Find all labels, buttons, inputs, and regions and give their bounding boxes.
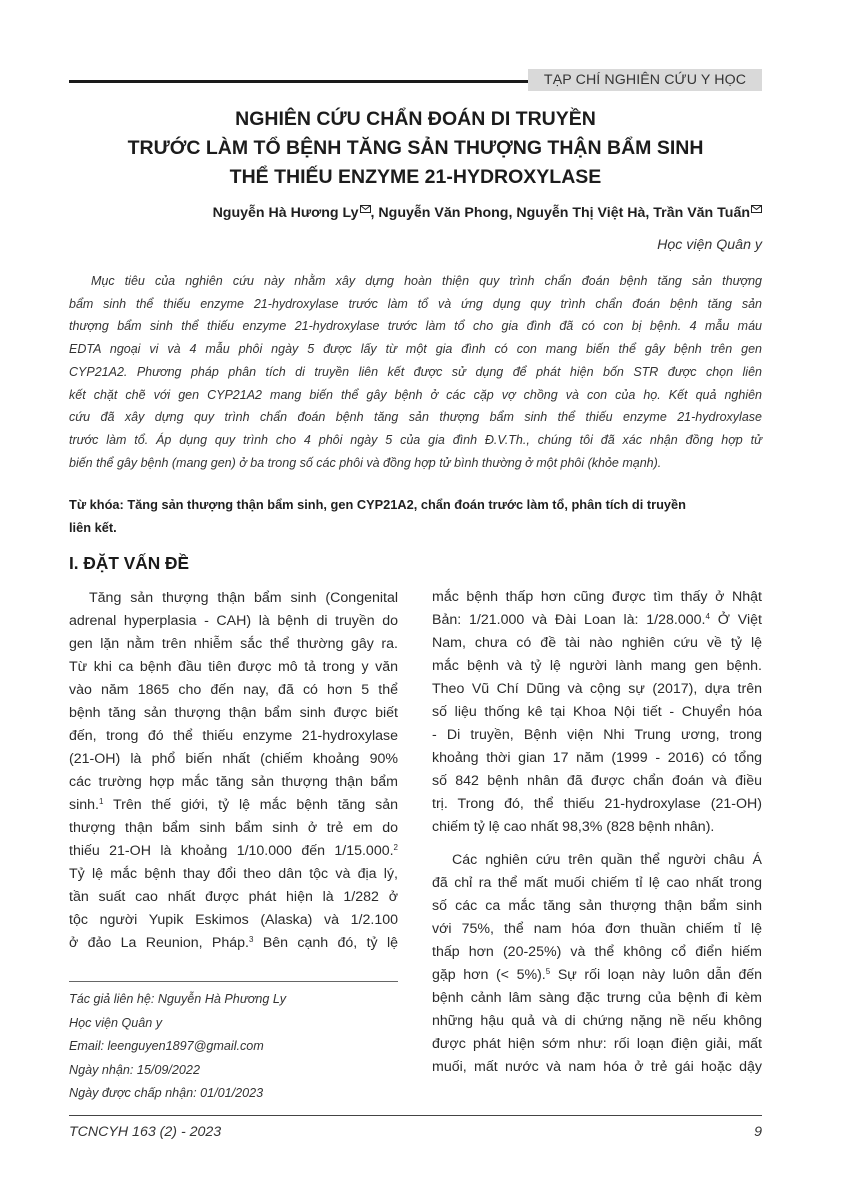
text-line: muối, mất nước và nam hóa ở trẻ gái hoặc dậy bbox=[432, 1059, 762, 1075]
author-separator: , bbox=[370, 205, 379, 221]
text-fragment: Trên thế giới, tỷ lệ mắc bệnh tăng sản bbox=[112, 797, 398, 813]
abstract-line: cứu đã xây dựng quy trình chẩn đoán bệnh tăng sản thượng bẩm sinh thể thiếu enzyme 21-hydroxylase bbox=[69, 410, 762, 425]
keywords-line: Từ khóa: Tăng sản thượng thận bẩm sinh, gen CYP21A2, chẩn đoán trước làm tổ, phân tích di truyền bbox=[69, 497, 686, 512]
text-line: thượng thận bẩm sinh bẩm sinh ở trẻ em do bbox=[69, 820, 398, 836]
text-line: bệnh tăng sản thượng thận bẩm sinh được biết bbox=[69, 705, 398, 721]
text-line: được phát hiện sớm như: rối loạn điện giải, mất bbox=[432, 1036, 762, 1052]
text-line: khoảng thời gian 17 năm (1999 - 2016) có tổng bbox=[432, 750, 762, 766]
abstract-line: thượng bẩm sinh thể thiếu enzyme 21-hydroxylase trước làm tổ cho gia đình đã có con bị bệnh. 4 mẫu máu bbox=[69, 319, 762, 334]
abstract-line: bẩm sinh thể thiếu enzyme 21-hydroxylase trước làm tổ và ứng dụng quy trình chẩn đoán bệnh tăng sản bbox=[69, 296, 762, 311]
header-rule bbox=[69, 80, 528, 83]
envelope-icon bbox=[360, 205, 371, 213]
text-line: bệnh cảnh lâm sàng đặc trưng của bệnh đi kèm bbox=[432, 990, 762, 1006]
right-column bbox=[432, 586, 762, 1079]
text-line: Các nghiên cứu trên quần thể người châu Á bbox=[452, 852, 762, 868]
keywords-line: liên kết. bbox=[69, 519, 117, 535]
text-line: Nam, chưa có đề tài nào nghiên cứu về tỷ lệ bbox=[432, 635, 762, 651]
text-line: vào năm 1865 cho đến nay, đã có hơn 5 thể bbox=[69, 682, 398, 698]
citation: 1 bbox=[98, 797, 104, 806]
text-line bbox=[69, 932, 398, 955]
title-line: THỂ THIẾU ENZYME 21-HYDROXYLASE bbox=[229, 166, 602, 188]
text-line: số 842 bệnh nhân đã được chẩn đoán và điều bbox=[432, 773, 762, 789]
text-line: Tăng sản thượng thận bẩm sinh (Congenital bbox=[89, 590, 398, 606]
text-line: gen lặn nằm trên nhiễm sắc thể thường gây ra. bbox=[69, 636, 398, 652]
text-line: đến, trong đó thể thiếu enzyme 21-hydroxylase bbox=[69, 728, 398, 744]
text-line: Từ khi ca bệnh đầu tiên được mô tả trong y văn bbox=[69, 659, 398, 675]
text-line: Theo Vũ Chí Dũng và cộng sự (2017), dựa trên bbox=[432, 681, 762, 697]
text-line: adrenal hyperplasia - CAH) là bệnh di truyền do bbox=[69, 613, 398, 629]
author-name: Nguyễn Thị Việt Hà bbox=[516, 205, 646, 221]
text-line: (21-OH) là phổ biến nhất (chiếm khoảng 90% bbox=[69, 751, 398, 767]
text-line: những hậu quả và di chứng nặng nề nếu không bbox=[432, 1013, 762, 1029]
envelope-icon bbox=[751, 205, 762, 213]
accepted-date: Ngày được chấp nhận: 01/01/2023 bbox=[69, 1086, 264, 1100]
page-number: 9 bbox=[754, 1124, 762, 1140]
paragraph bbox=[432, 849, 762, 1079]
issue-label: TCNCYH 163 (2) - 2023 bbox=[69, 1124, 222, 1140]
paragraph bbox=[69, 587, 398, 955]
abstract-line: biến thể gây bệnh (mang gen) ở ba trong số các phôi và đồng hợp tử bình thường ở một phôi (khỏe mạnh). bbox=[69, 455, 662, 470]
author-list bbox=[213, 205, 762, 221]
footnote-rule bbox=[69, 981, 398, 982]
section-heading: I. ĐẶT VẤN ĐỀ bbox=[69, 553, 190, 573]
citation: 5 bbox=[545, 967, 551, 976]
left-column bbox=[69, 587, 398, 955]
text-line: thấp hơn (20-25%) và thể không cổ điển hiếm bbox=[432, 944, 762, 960]
title-line: TRƯỚC LÀM TỔ BỆNH TĂNG SẢN THƯỢNG THẬN BẨM SINH bbox=[127, 137, 704, 159]
title-line: NGHIÊN CỨU CHẨN ĐOÁN DI TRUYỀN bbox=[235, 108, 596, 130]
paragraph bbox=[432, 586, 762, 839]
text-line: Tỷ lệ mắc bệnh thay đổi theo dân tộc và địa lý, bbox=[69, 866, 398, 882]
abstract bbox=[69, 270, 762, 474]
text-line: các trường hợp mắc tăng sản thượng thận bẩm bbox=[69, 774, 398, 790]
text-line: chiếm tỷ lệ cao nhất 98,3% (828 bệnh nhân). bbox=[432, 819, 715, 835]
article-title bbox=[69, 105, 762, 192]
citation: 2 bbox=[393, 843, 398, 852]
abstract-line: CYP21A2. Phương pháp phân tích di truyền liên kết được sử dụng để phát hiện bốn STR được chọn liên bbox=[69, 364, 762, 379]
text-line: - Di truyền, Bệnh viện Nhi Trung ương, trong bbox=[432, 727, 762, 743]
text-line: với 75%, thể nam hóa đơn thuần chiếm tỉ lệ bbox=[432, 921, 762, 937]
text-fragment: gặp hơn (< 5%). bbox=[432, 967, 546, 983]
author-name: Nguyễn Văn Phong bbox=[378, 205, 509, 221]
text-fragment: ở đảo La Reunion, Pháp. bbox=[69, 935, 250, 951]
author-name: Trần Văn Tuấn bbox=[653, 205, 750, 221]
footer-rule bbox=[69, 1115, 762, 1116]
text-line: số liệu thống kê tại Khoa Nội tiết - Chuyển hóa bbox=[432, 704, 762, 720]
affiliation: Học viện Quân y bbox=[657, 237, 762, 253]
text-line: tộc người Yupik Eskimos (Alaska) và 1/2.100 bbox=[69, 912, 398, 928]
text-line bbox=[69, 840, 398, 863]
author-institution: Học viện Quân y bbox=[69, 1015, 163, 1030]
text-fragment: Bên cạnh đó, tỷ lệ bbox=[262, 935, 399, 951]
text-fragment: thiếu 21-OH là khoảng 1/10.000 đến 1/15.000. bbox=[69, 843, 394, 859]
text-line bbox=[432, 964, 762, 987]
correspondence-footnote bbox=[69, 988, 398, 1106]
text-fragment: Sự rối loạn này luôn dẫn đến bbox=[557, 967, 763, 983]
author-email: Email: leenguyen1897@gmail.com bbox=[69, 1039, 264, 1053]
text-line: trị. Trong đó, thể thiếu 21-hydroxylase (21-OH) bbox=[432, 796, 762, 812]
abstract-line: EDTA ngoại vi và 4 mẫu phôi ngày 5 được lấy từ một gia đình có con mang biến thể gây bệnh trên gen bbox=[69, 342, 762, 357]
text-line: tần suất cao nhất được phát hiện là 1/282 ở bbox=[69, 889, 398, 905]
text-line: mắc bệnh thấp hơn cũng được tìm thấy ở Nhật bbox=[432, 589, 762, 605]
text-line: đã chỉ ra thể mất muối chiếm tỉ lệ cao nhất trong bbox=[432, 875, 762, 891]
author-separator: , bbox=[508, 205, 517, 221]
text-line: mắc bệnh và tỷ lệ người lành mang gen bệnh. bbox=[432, 658, 762, 674]
author-name: Nguyễn Hà Hương Ly bbox=[212, 205, 359, 221]
text-fragment: sinh. bbox=[69, 797, 99, 813]
citation: 4 bbox=[705, 612, 710, 621]
text-line bbox=[69, 794, 398, 817]
text-line bbox=[432, 609, 762, 632]
text-line: số các ca mắc tăng sản thượng thận bẩm sinh bbox=[432, 898, 762, 914]
citation: 3 bbox=[249, 935, 254, 944]
received-date: Ngày nhận: 15/09/2022 bbox=[69, 1062, 200, 1077]
corresponding-author: Tác giả liên hệ: Nguyễn Hà Phương Ly bbox=[69, 992, 286, 1006]
abstract-line: kết chặt chẽ với gen CYP21A2 mang biến thể gây bệnh ở các cặp vợ chồng và con của họ. Kết quả nghiên bbox=[69, 387, 762, 402]
author-separator: , bbox=[645, 205, 654, 221]
journal-name: TẠP CHÍ NGHIÊN CỨU Y HỌC bbox=[528, 69, 762, 91]
text-fragment: Ở Việt bbox=[717, 612, 762, 628]
abstract-line: Mục tiêu của nghiên cứu này nhằm xây dựng hoàn thiện quy trình chẩn đoán bệnh tăng sản thượng bbox=[91, 274, 762, 288]
keywords bbox=[69, 494, 762, 539]
text-fragment: Bản: 1/21.000 và Đài Loan là: 1/28.000. bbox=[432, 612, 706, 628]
abstract-text bbox=[69, 270, 762, 474]
abstract-line: trước làm tổ. Áp dụng quy trình cho 4 phôi ngày 5 của gia đình Đ.V.Th., chúng tôi đã xác nhận đồng hợp tử bbox=[69, 432, 762, 447]
